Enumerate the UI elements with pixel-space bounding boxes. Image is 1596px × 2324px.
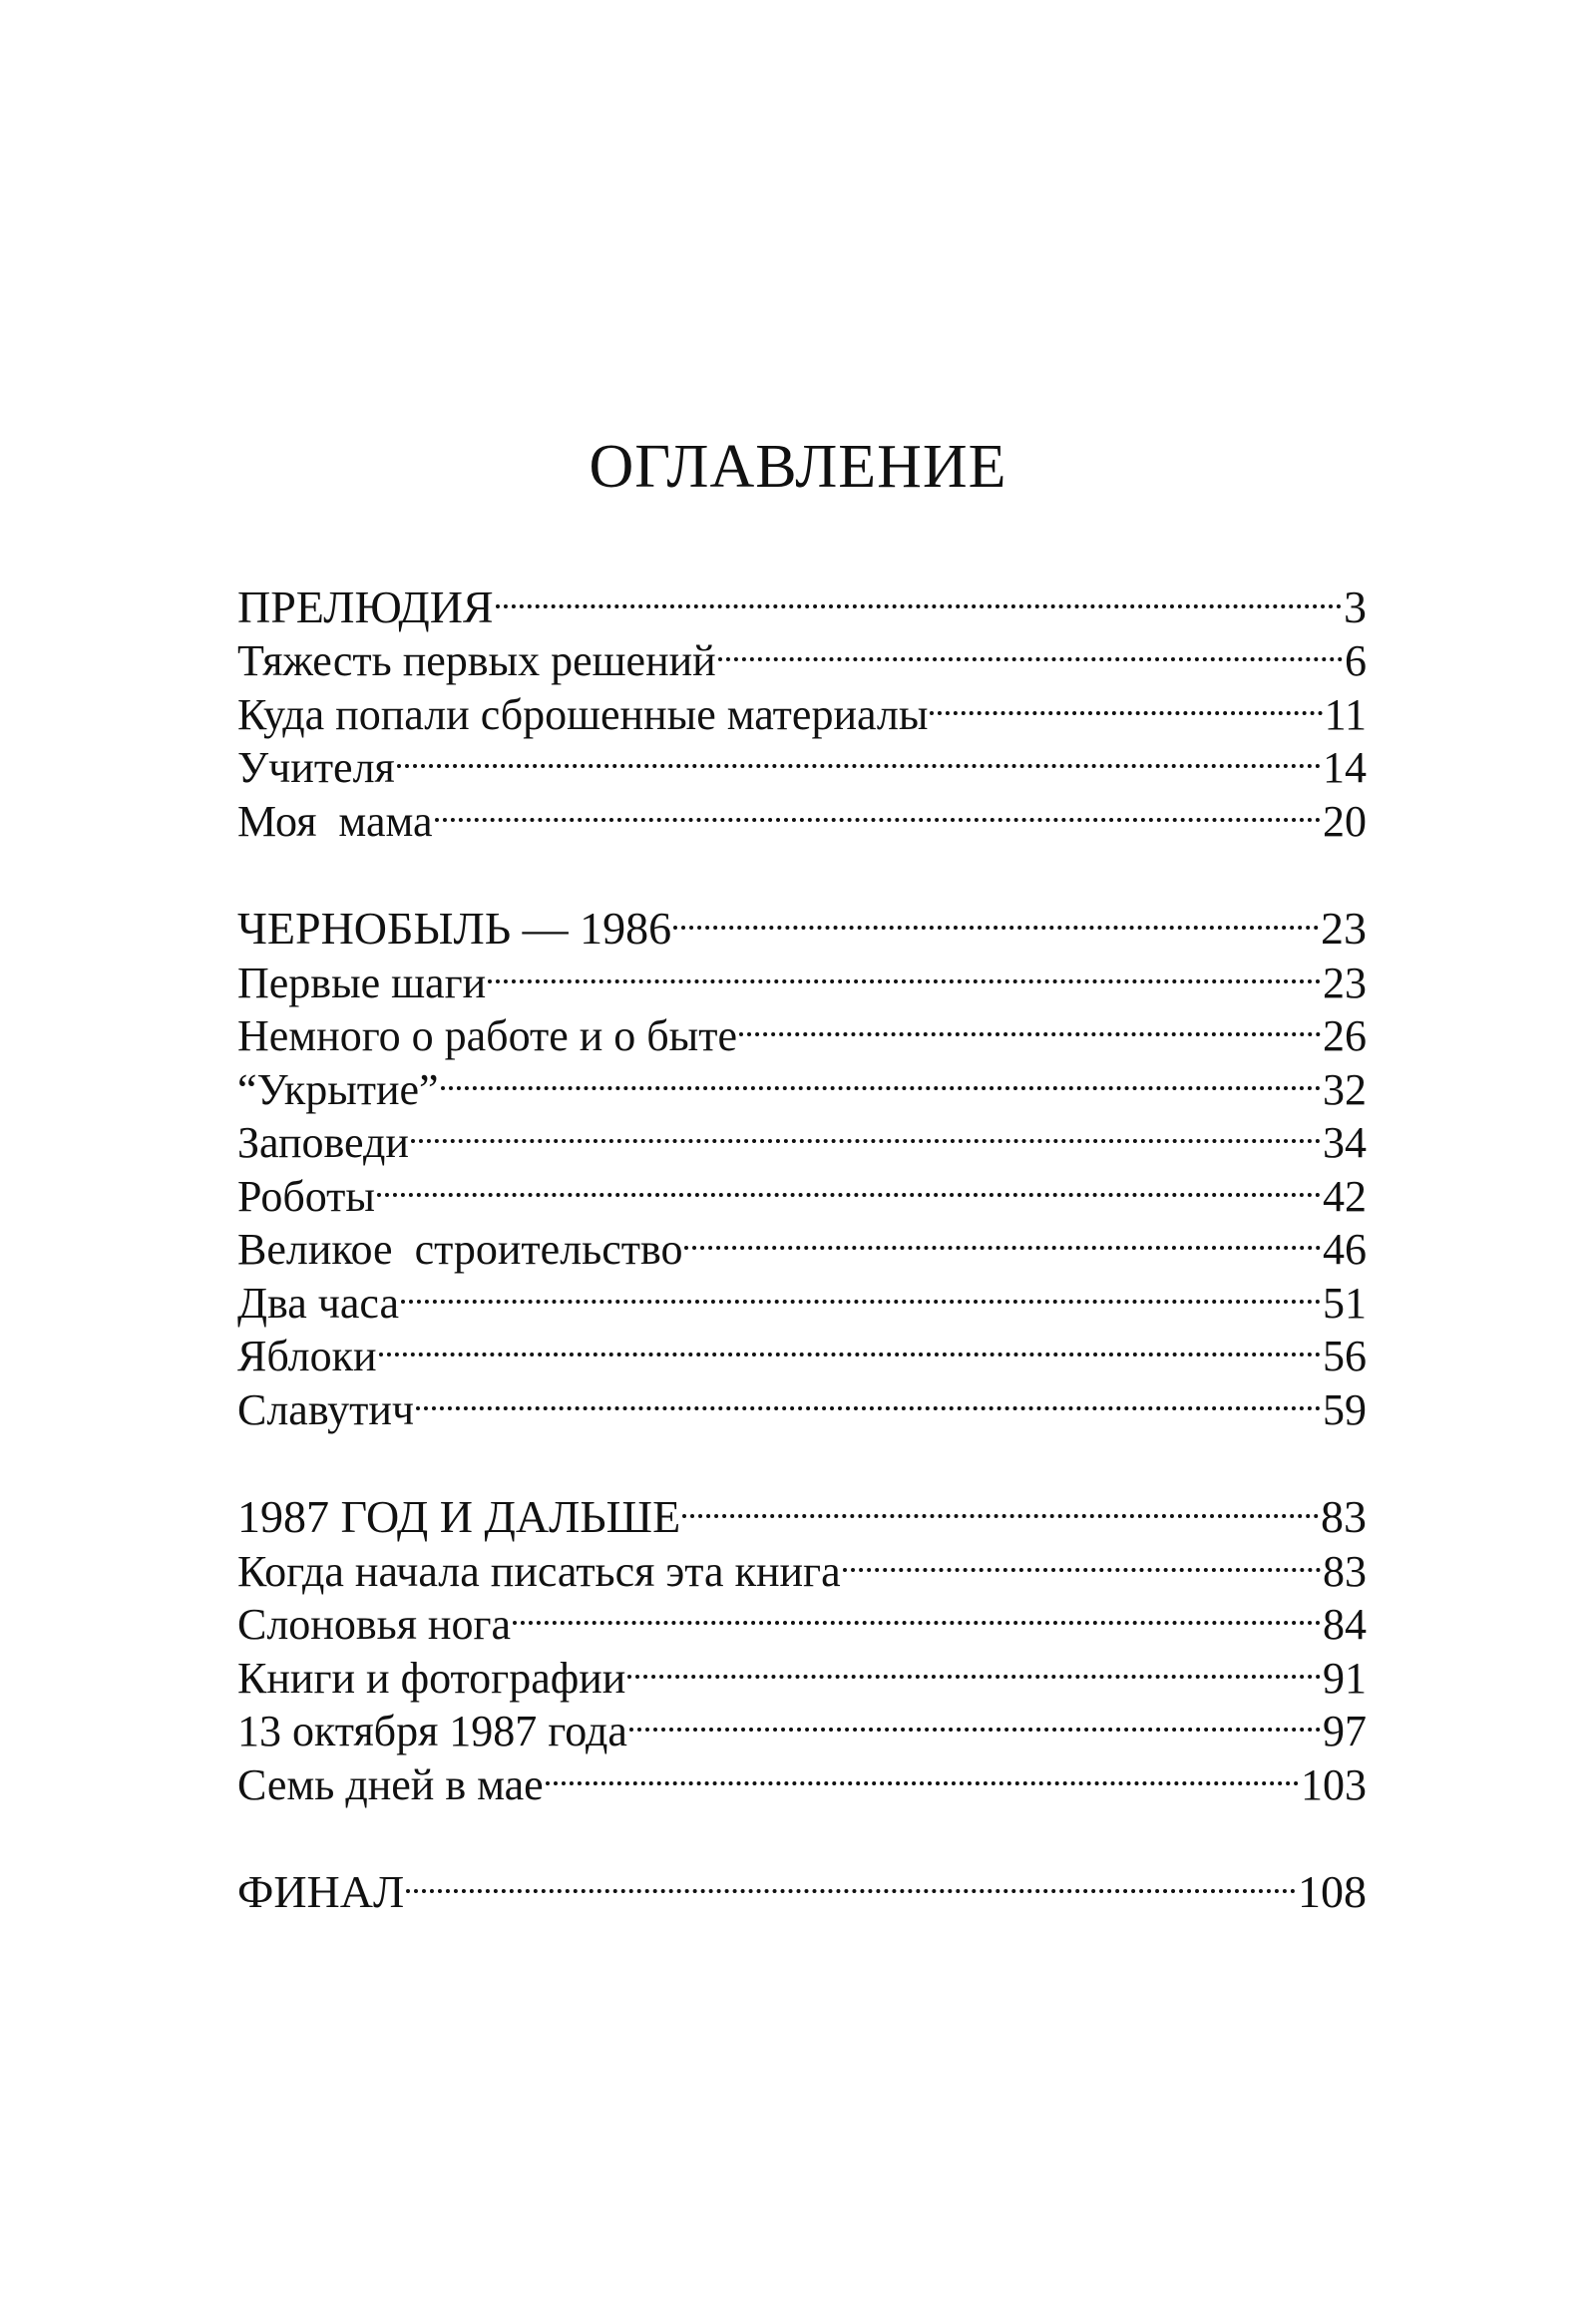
entry-title: ЧЕРНОБЫЛЬ — 1986 [237, 903, 672, 954]
dot-leader [930, 675, 1322, 729]
entry-title: Куда попали сброшенные материалы [237, 689, 929, 739]
entry-page-number: 6 [1345, 636, 1367, 685]
entry-title: ПРЕЛЮДИЯ [237, 581, 494, 632]
toc-section-1987-and-after [237, 1479, 1367, 1809]
entry-title: 13 октября 1987 года [237, 1707, 627, 1755]
dot-leader [546, 1745, 1299, 1799]
entry-page-number: 26 [1323, 1011, 1367, 1060]
entry-title: Первые шаги [237, 958, 487, 1007]
toc-entry[interactable] [237, 1479, 1367, 1542]
entry-page-number: 84 [1323, 1600, 1367, 1649]
page-title: ОГЛАВЛЕНИЕ [589, 433, 1007, 501]
dot-leader [411, 1104, 1321, 1158]
entry-page-number: 23 [1323, 958, 1367, 1007]
dot-leader [397, 729, 1321, 783]
entry-title: ФИНАЛ [237, 1866, 405, 1917]
entry-title: Два часа [237, 1278, 399, 1328]
entry-page-number: 83 [1321, 1491, 1367, 1542]
toc-section-chernobyl-1986 [237, 891, 1367, 1434]
entry-page-number: 97 [1323, 1707, 1367, 1755]
entry-title: Роботы [237, 1171, 375, 1221]
dot-leader [673, 891, 1319, 945]
dot-leader [416, 1370, 1321, 1424]
entry-title: Моя мама [237, 796, 433, 846]
entry-page-number: 46 [1323, 1225, 1367, 1274]
toc-entry[interactable] [237, 1157, 1367, 1221]
toc-entry[interactable] [237, 1370, 1367, 1434]
dot-leader [718, 622, 1343, 676]
entry-page-number: 23 [1321, 903, 1367, 954]
toc-entry[interactable] [237, 569, 1367, 632]
entry-title: Когда начала писаться эта книга [237, 1546, 841, 1596]
dot-leader [488, 944, 1321, 997]
entry-page-number: 91 [1323, 1653, 1367, 1703]
entry-title: Заповеди [237, 1118, 409, 1167]
dot-leader [406, 1854, 1296, 1908]
entry-page-number: 51 [1323, 1278, 1367, 1328]
dot-leader [843, 1532, 1321, 1586]
entry-page-number: 56 [1323, 1332, 1367, 1380]
entry-title: “Укрытие” [237, 1064, 439, 1114]
entry-page-number: 14 [1323, 743, 1367, 792]
dot-leader [379, 1318, 1321, 1371]
entry-title: Учителя [237, 743, 395, 792]
entry-title: 1987 ГОД И ДАЛЬШЕ [237, 1491, 681, 1542]
dot-leader [496, 569, 1342, 622]
entry-title: Семь дней в мае [237, 1759, 544, 1809]
entry-page-number: 11 [1324, 689, 1367, 739]
entry-page-number: 32 [1323, 1064, 1367, 1114]
entry-page-number: 20 [1323, 796, 1367, 846]
entry-title: Слоновья нога [237, 1600, 512, 1649]
entry-page-number: 83 [1323, 1546, 1367, 1596]
dot-leader [401, 1264, 1321, 1318]
entry-title: Великое строительство [237, 1225, 683, 1274]
dot-leader [739, 997, 1321, 1051]
toc-entry[interactable] [237, 782, 1367, 846]
entry-title: Книги и фотографии [237, 1653, 626, 1703]
toc-section-prelude [237, 569, 1367, 846]
dot-leader [435, 782, 1321, 836]
entry-title: Немного о работе и о быте [237, 1011, 737, 1060]
table-of-contents [237, 569, 1367, 1917]
entry-page-number: 42 [1323, 1171, 1367, 1221]
dot-leader [377, 1157, 1321, 1211]
entry-page-number: 108 [1298, 1866, 1367, 1917]
entry-page-number: 3 [1344, 581, 1367, 632]
entry-title: Тяжесть первых решений [237, 636, 716, 685]
dot-leader [441, 1050, 1321, 1104]
toc-section-finale [237, 1854, 1367, 1917]
entry-title: Славутич [237, 1384, 415, 1434]
toc-entry[interactable] [237, 1854, 1367, 1917]
dot-leader [627, 1639, 1321, 1693]
toc-entry[interactable] [237, 1211, 1367, 1274]
entry-page-number: 59 [1323, 1384, 1367, 1434]
entry-page-number: 34 [1323, 1118, 1367, 1167]
dot-leader [513, 1586, 1321, 1640]
toc-entry[interactable] [237, 891, 1367, 954]
dot-leader [682, 1479, 1319, 1533]
toc-entry[interactable] [237, 729, 1367, 792]
dot-leader [629, 1693, 1321, 1746]
entry-title: Яблоки [237, 1332, 377, 1380]
entry-page-number: 103 [1301, 1759, 1367, 1809]
toc-entry[interactable] [237, 1264, 1367, 1328]
dot-leader [684, 1211, 1321, 1265]
toc-entry[interactable] [237, 1318, 1367, 1380]
